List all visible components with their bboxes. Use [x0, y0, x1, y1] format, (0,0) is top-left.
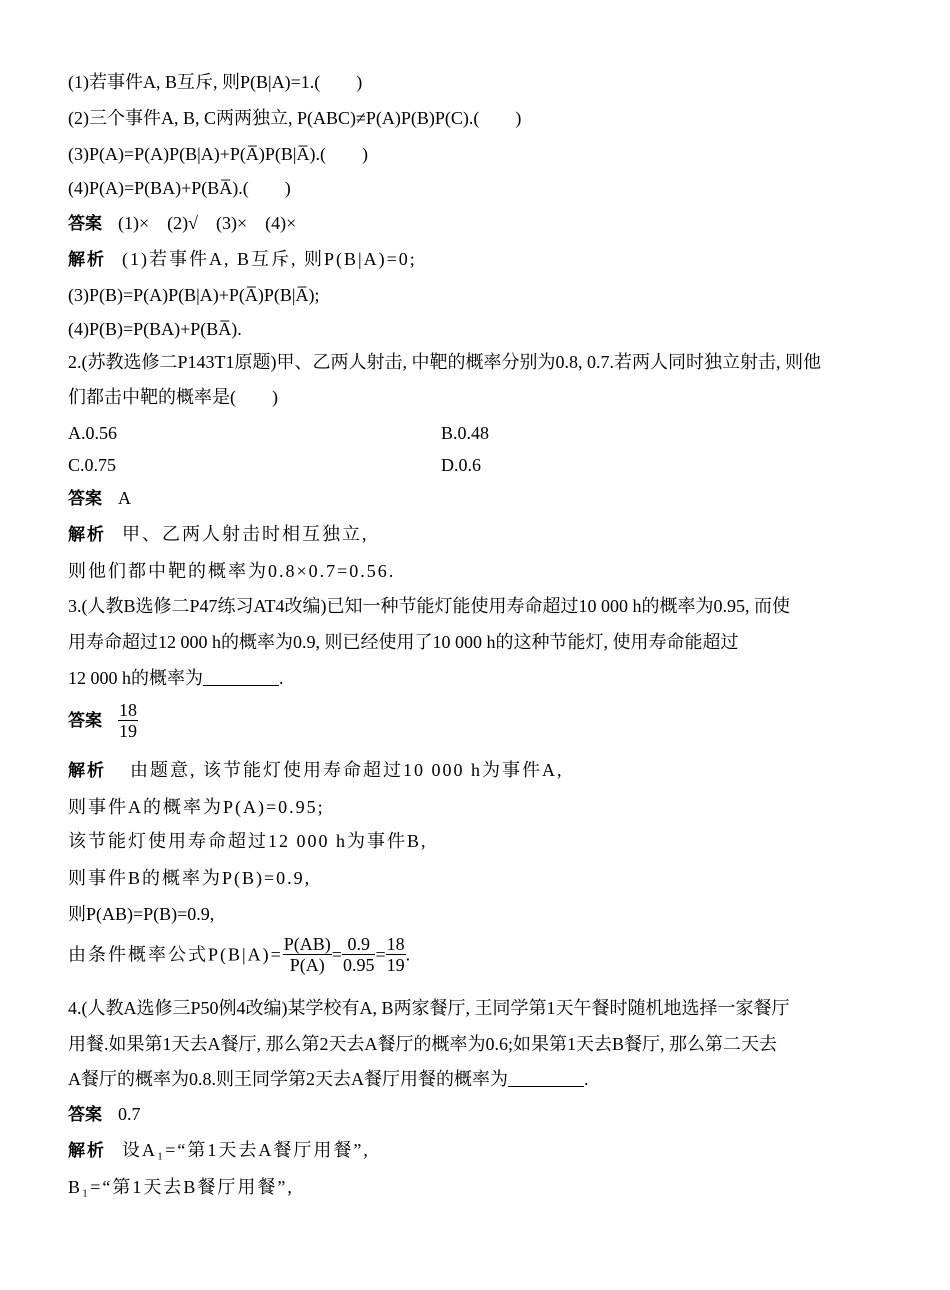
q1-analysis-3: (4)P(B)=P(BA)+P(BA̅). [68, 319, 242, 339]
q3-analysis-4: 则事件B的概率为P(B)=0.9, [68, 868, 312, 888]
q3-analysis-5: 则P(AB)=P(B)=0.9, [68, 904, 215, 924]
q2-option-d: D.0.6 [441, 455, 481, 475]
q3-answer-fraction [118, 700, 138, 741]
q1-analysis-2: (3)P(B)=P(A)P(B|A)+P(A̅)P(B|A̅); [68, 285, 320, 305]
q1-answer-line [68, 211, 296, 236]
q4-stem-line-1: 4.(人教A选修三P50例4改编)某学校有A, B两家餐厅, 王同学第1天午餐时随机地选择一家餐厅 [68, 998, 790, 1018]
q3-analysis-3: 该节能灯使用寿命超过12 000 h为事件B, [68, 831, 428, 851]
answer-label: 答案 [68, 710, 102, 731]
q3-fraction-1 [283, 934, 332, 975]
fraction-numerator: 18 [119, 700, 137, 720]
q2-option-b: B.0.48 [441, 423, 490, 443]
q1-answer: (1)× (2)√ (3)× (4)× [118, 213, 297, 233]
q3-answer-line [68, 700, 138, 741]
q4-answer-line [68, 1102, 141, 1127]
fraction-denominator: 0.95 [342, 955, 375, 975]
fraction-denominator: 19 [119, 721, 137, 741]
q1-item-2: (2)三个事件A, B, C两两独立, P(ABC)≠P(A)P(B)P(C).( ) [68, 108, 522, 128]
analysis-label: 解析 [68, 250, 106, 270]
q2-analysis-line-1 [68, 522, 369, 547]
analysis-label: 解析 [68, 761, 106, 781]
q2-option-c: C.0.75 [68, 455, 117, 475]
q4-stem-end: . [584, 1069, 589, 1089]
q4-analysis-1: 设A₁=“第1天去A餐厅用餐”, [122, 1140, 370, 1160]
fraction-denominator: 19 [386, 955, 405, 975]
q1-item-3: (3)P(A)=P(A)P(B|A)+P(A̅)P(B|A̅).( ) [68, 144, 368, 164]
q1-item-4: (4)P(A)=P(BA)+P(BA̅).( ) [68, 178, 291, 198]
answer-label: 答案 [68, 1105, 102, 1125]
q2-answer: A [118, 488, 131, 508]
q3-formula-end: . [405, 944, 411, 965]
q4-stem-text: A餐厅的概率为0.8.则王同学第2天去A餐厅用餐的概率为 [68, 1069, 508, 1089]
q2-analysis-2: 则他们都中靶的概率为0.8×0.7=0.56. [68, 561, 396, 581]
q2-analysis-1: 甲、乙两人射击时相互独立, [122, 524, 369, 544]
q3-answer-blank [203, 667, 279, 686]
fraction-denominator: P(A) [289, 955, 325, 975]
q3-fraction-2 [342, 934, 376, 975]
q4-stem-line-2: 用餐.如果第1天去A餐厅, 那么第2天去A餐厅的概率为0.6;如果第1天去B餐厅, 那么第二天去 [68, 1034, 778, 1054]
q3-stem-line-2: 用寿命超过12 000 h的概率为0.9, 则已经使用了10 000 h的这种节能灯, 使用寿命能超过 [68, 632, 739, 652]
q4-analysis-line-1 [68, 1138, 370, 1163]
q2-answer-line [68, 486, 131, 511]
q3-formula-prefix: 由条件概率公式P(B|A)= [68, 944, 283, 965]
q3-stem-end: . [279, 668, 284, 688]
q3-stem-text: 12 000 h的概率为 [68, 668, 203, 688]
equals-sign: = [375, 944, 386, 965]
q1-item-1: (1)若事件A, B互斥, 则P(B|A)=1.( ) [68, 72, 363, 92]
q4-answer: 0.7 [118, 1104, 141, 1124]
fraction-numerator: P(AB) [283, 934, 331, 954]
q2-stem-line-1: 2.(苏教选修二P143T1原题)甲、乙两人射击, 中靶的概率分别为0.8, 0.7.若两人同时独立射击, 则他 [68, 352, 821, 372]
q1-analysis-1: (1)若事件A, B互斥, 则P(B|A)=0; [122, 249, 417, 269]
q1-analysis-line-1 [68, 247, 417, 272]
fraction-numerator: 0.9 [342, 934, 376, 955]
analysis-label: 解析 [68, 1141, 106, 1161]
q4-analysis-2: B₁=“第1天去B餐厅用餐”, [68, 1177, 294, 1197]
q3-analysis-1: 由题意, 该节能灯使用寿命超过10 000 h为事件A, [130, 760, 564, 780]
fraction-numerator: 18 [386, 934, 405, 954]
q3-analysis-line-1 [68, 758, 564, 783]
q3-formula-line [68, 934, 410, 975]
q3-fraction-3 [386, 934, 406, 975]
answer-label: 答案 [68, 489, 102, 509]
q4-stem-line-3 [68, 1067, 589, 1091]
q3-stem-line-1: 3.(人教B选修二P47练习AT4改编)已知一种节能灯能使用寿命超过10 000 h的概率为0.95, 而使 [68, 596, 791, 616]
q2-stem-line-2: 们都击中靶的概率是( ) [68, 387, 278, 407]
analysis-label: 解析 [68, 525, 106, 545]
equals-sign: = [331, 944, 342, 965]
q3-stem-line-3 [68, 666, 284, 690]
q3-analysis-2: 则事件A的概率为P(A)=0.95; [68, 797, 325, 817]
q4-answer-blank [508, 1068, 584, 1087]
q2-option-a: A.0.56 [68, 423, 117, 443]
answer-label: 答案 [68, 214, 102, 234]
